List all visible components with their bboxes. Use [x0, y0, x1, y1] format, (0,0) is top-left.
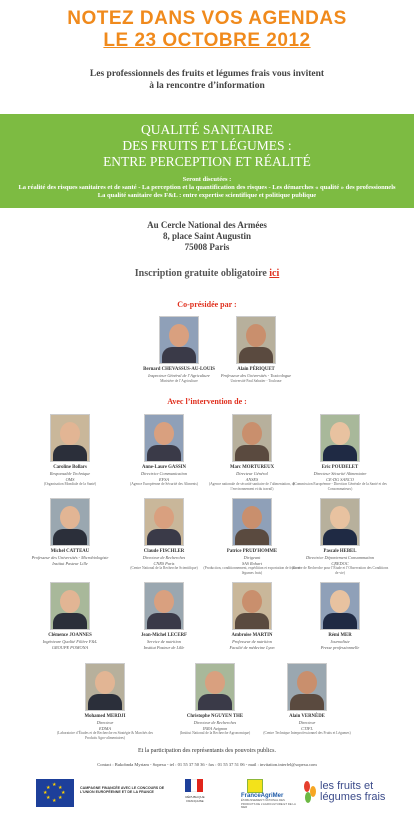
speaker-card — [206, 316, 306, 383]
speaker-photo — [144, 582, 184, 630]
speaker-role: Directeur de Recherches — [142, 555, 186, 560]
intro-text: Les professionnels des fruits et légumes frais vous invitent à la rencontre d’information — [89, 69, 325, 91]
speaker-org: CNRS Paris — [153, 560, 175, 566]
headline-line1: NOTEZ DANS VOS AGENDAS — [67, 8, 347, 29]
speaker-extra: (Production, conditionnement, expédition et exportation de fruits et légumes frais) — [203, 566, 301, 575]
speaker-name: Alain PÉRIQUET — [237, 367, 275, 372]
speaker-name: Christophe NGUYEN THE — [186, 714, 244, 719]
registration-text: Inscription gratuite obligatoire — [134, 268, 267, 279]
speaker-extra: Ministère de l’Agriculture — [160, 378, 198, 383]
speaker-org: EDMA — [99, 725, 111, 731]
speaker-card — [114, 498, 214, 571]
speaker-role: Service de nutrition — [147, 639, 181, 644]
speaker-photo — [320, 414, 360, 462]
speaker-name: Caroline Bollars — [53, 465, 87, 470]
speaker-name: Pascale HEBEL — [323, 549, 357, 554]
speaker-name: Ambroise MARTIN — [231, 633, 273, 638]
speaker-name: Patrice PRUD'HOMME — [226, 549, 278, 554]
partner-logos: ★ ★ ★ ★ ★ ★ ★ ★ CAMPAGNE FINANCÉE AVEC LE CONCOURS DE L’UNION EUROPÉENNE ET DE LA FRANCE RÉPUBLIQUE FRANÇAISE FranceAgriMer ÉTABLISSEMENT NATIONAL DES PRODUITS DE L’AGRICULTURE ET DE LA MER les fruits et légumes frais — [0, 775, 414, 813]
speaker-org: ANSES — [245, 476, 259, 482]
speaker-role: Professeur des Universités - Microbiologiste — [31, 555, 109, 560]
speaker-extra: (Agence nationale de sécurité sanitaire de l’alimentation, de l’environnement et du travail) — [208, 482, 296, 491]
speaker-card — [20, 582, 120, 650]
venue-address: Au Cercle National des Armées 8, place Saint Augustin 75008 Paris — [147, 220, 267, 252]
speaker-photo — [144, 414, 184, 462]
speaker-name: Bernard CHEVASSUS-AU-LOUIS — [143, 367, 215, 372]
speaker-card — [202, 414, 302, 491]
speaker-extra: (Centre Technique Interprofessionnel des Fruits et Légumes) — [263, 731, 351, 735]
event-title: QUALITÉ SANITAIRE DES FRUITS ET LÉGUMES : ENTRE PERCEPTION ET RÉALITÉ — [103, 122, 311, 169]
leaf-logo-icon — [302, 779, 320, 805]
speaker-org: Faculté de médecine Lyon — [229, 644, 275, 650]
speaker-extra: (Organisation Mondiale de la Santé) — [43, 482, 97, 486]
speaker-card — [114, 582, 214, 650]
contact-line: Contact : Bukobnda Myriam - Sopexa - tel : 01 55 37 50 36 - fax : 01 55 37 51 06 - mail : invitation.interfel@sopexa.com — [97, 762, 317, 767]
speaker-org: Institut Pasteur de Lille — [143, 644, 185, 650]
speaker-extra: (Institut National de la Recherche Agronomique) — [179, 731, 251, 735]
topics-line2: La qualité sanitaire des F&L : entre expertise scientifique et politique publique — [97, 192, 317, 199]
speaker-role: Directeur Sécurité Alimentaire — [313, 471, 367, 476]
speaker-photo — [195, 663, 235, 711]
title-band — [0, 114, 414, 208]
speaker-card — [20, 498, 120, 566]
speaker-org: CTIFL — [301, 725, 313, 731]
participation-note: Et la participation des représentants des pouvoirs publics. — [138, 748, 276, 754]
speaker-card — [202, 498, 302, 575]
topics-line1: La réalité des risques sanitaires et de santé - La perception et la quantification des risques - Les démarches « qualité » des professionnels — [18, 184, 396, 191]
speaker-card — [165, 663, 265, 736]
speaker-role: Directeur — [298, 720, 316, 725]
headline-date: LE 23 OCTOBRE 2012 — [103, 30, 311, 51]
speaker-name: Michel CATTEAU — [50, 549, 90, 554]
speaker-name: Alain VERNÈDE — [289, 714, 325, 719]
speaker-org: CE-DG SANCO — [326, 476, 354, 482]
speaker-extra: (Laboratoire d’Études et de Recherche en Stratégie & Marchés des Produits Agro-alimentaires) — [56, 731, 154, 740]
speaker-card — [290, 582, 390, 650]
speaker-role: Responsable Technique — [49, 471, 91, 476]
speaker-role: Directrice Communication — [140, 471, 188, 476]
speaker-photo — [232, 582, 272, 630]
speaker-card — [55, 663, 155, 740]
header — [0, 0, 414, 92]
speaker-photo — [320, 498, 360, 546]
eu-flag-icon: ★ ★ ★ ★ ★ ★ ★ ★ — [36, 779, 74, 807]
speaker-role: Professeur des Universités - Toxicologue — [220, 373, 292, 378]
speaker-card — [290, 414, 390, 491]
french-republic-logo — [185, 779, 203, 792]
speaker-org: GROUPE POMONA — [51, 644, 89, 650]
speaker-role: Directrice Département Consommation — [305, 555, 375, 560]
speaker-card — [114, 414, 214, 487]
speaker-role: Inspecteur Général de l’Agriculture — [148, 373, 210, 378]
speaker-role: Dirigeant — [243, 555, 261, 560]
speaker-org: OMS — [65, 476, 75, 482]
franceagrimer-mark-icon — [247, 779, 263, 793]
speaker-name: Anne-Laure GASSIN — [141, 465, 187, 470]
eu-funding-text: CAMPAGNE FINANCÉE AVEC LE CONCOURS DE L’UNION EUROPÉENNE ET DE LA FRANCE — [80, 786, 165, 795]
speaker-name: Clémence JOANNES — [48, 633, 92, 638]
speaker-org: Presse professionnelle — [320, 644, 360, 650]
intervention-heading: Avec l’intervention de : — [167, 397, 247, 406]
speaker-name: Eric POUDELET — [321, 465, 359, 470]
speaker-photo — [144, 498, 184, 546]
speaker-org: SAS Rohart — [242, 560, 262, 566]
franceagrimer-logo: FranceAgriMer ÉTABLISSEMENT NATIONAL DES PRODUITS DE L’AGRICULTURE ET DE LA MER — [241, 779, 296, 810]
speaker-card — [202, 582, 302, 650]
registration-link[interactable]: ici — [269, 268, 280, 279]
speaker-role: Directeur Général — [236, 471, 268, 476]
speaker-photo — [159, 316, 199, 364]
speaker-name: Marc MORTUREUX — [229, 465, 275, 470]
speaker-photo — [85, 663, 125, 711]
speaker-extra: (Commission Européenne - Direction Générale de la Santé et des Consommateurs) — [293, 482, 387, 491]
speaker-card — [290, 498, 390, 575]
registration — [0, 268, 414, 279]
speaker-org: INRA Avignon — [202, 725, 228, 731]
speaker-photo — [232, 414, 272, 462]
speaker-name: Claude FISCHLER — [143, 549, 185, 554]
speaker-photo — [232, 498, 272, 546]
speaker-extra: Université Paul Sabatier - Toulouse — [230, 378, 282, 383]
speaker-photo — [287, 663, 327, 711]
copresided-heading: Co-présidée par : — [177, 300, 237, 309]
speaker-name: Mohamed MERDJI — [84, 714, 126, 719]
speaker-photo — [50, 582, 90, 630]
speaker-role: Directeur — [96, 720, 114, 725]
speaker-name: Jean-Michel LECERF — [141, 633, 187, 638]
speaker-org: EFSA — [158, 476, 170, 482]
speaker-photo — [236, 316, 276, 364]
speaker-card — [20, 414, 120, 487]
topics-heading: Seront discutées : — [182, 176, 232, 183]
speaker-photo — [50, 498, 90, 546]
speaker-role: Directeur de Recherches — [193, 720, 237, 725]
speaker-extra: (Agence Européenne de Sécurité des Aliments) — [130, 482, 198, 486]
french-republic-text: RÉPUBLIQUE FRANÇAISE — [185, 795, 205, 803]
speaker-role: Ingénieure Qualité Filière F&L — [42, 639, 98, 644]
speaker-photo — [320, 582, 360, 630]
speaker-extra: (Centre de Recherche pour l’Étude et l’Observation des Conditions de vie) — [291, 566, 389, 575]
speaker-card — [257, 663, 357, 736]
speaker-org: Institut Pasteur Lille — [52, 560, 88, 566]
speaker-role: Professeur de nutrition — [232, 639, 272, 644]
speaker-org: CREDOC — [331, 560, 349, 566]
speaker-extra: (Centre National de la Recherche Scientifique) — [130, 566, 198, 570]
speaker-role: Journaliste — [330, 639, 350, 644]
speaker-name: Rémi MER — [328, 633, 352, 638]
speaker-photo — [50, 414, 90, 462]
